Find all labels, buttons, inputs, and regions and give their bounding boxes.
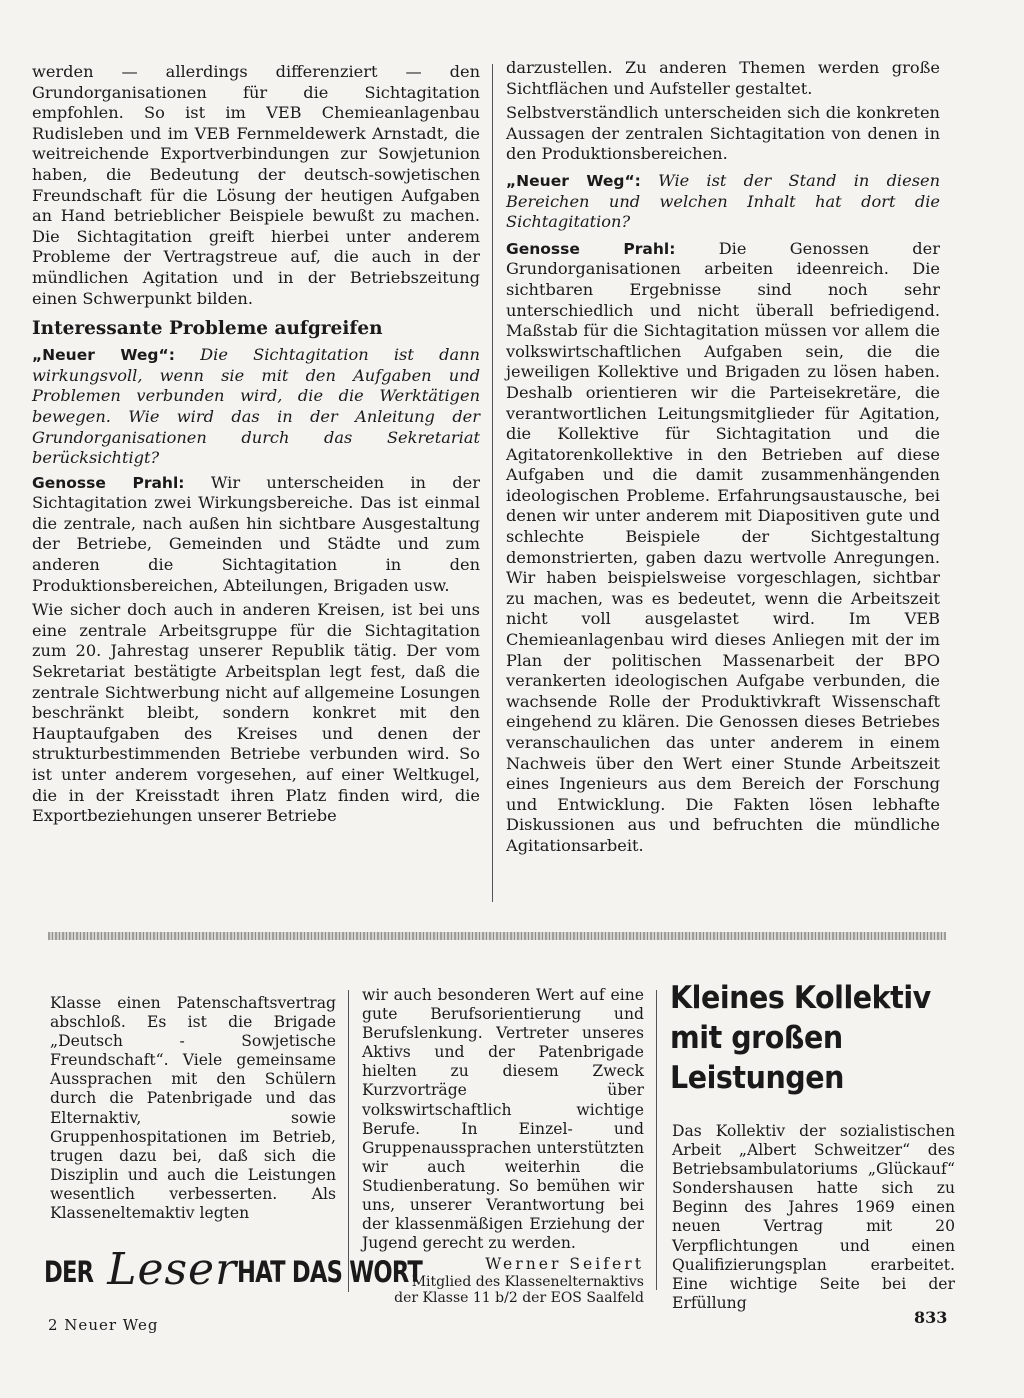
answer-text: Wir unterscheiden in der Sichtagitation zwei Wirkungsbereiche. Das ist einmal die zentrale, nach außen hin sichtbare Ausgestaltung der Betriebe, Gemeinden und Städte und zum anderen die Sichtagitation in den Produktionsbereichen, Abteilungen, Brigaden usw. (32, 472, 480, 595)
article-column-3 (672, 1122, 955, 1313)
logo-text: DER (44, 1255, 94, 1289)
interview-answer (506, 239, 940, 857)
logo-script-text: Leser (107, 1244, 238, 1295)
paragraph: darzustellen. Zu anderen Themen werden große Sichtflächen und Aufsteller gestaltet. (506, 58, 940, 98)
paragraph: Selbstverständlich unterscheiden sich die konkreten Aussagen der zentralen Sichtagitation von denen in den Produktionsbereichen. (506, 103, 940, 164)
paragraph: Das Kollektiv der sozialistischen Arbeit „Albert Schweitzer“ des Betriebsambulatoriums „Glückauf“ Sondershausen hatte sich zu Beginn des Jahres 1969 einen neuen Vertrag mit 20 Verpflichtungen und einen Qualifizierungsplan erarbeitet. Eine wichtige Seite bei der Erfüllung (672, 1122, 955, 1312)
headline-line: Leistungen (670, 1060, 844, 1096)
paragraph: Wie sicher doch auch in anderen Kreisen, ist bei uns eine zentrale Arbeitsgruppe für die Sichtagitation zum 20. Jahrestag unserer Republik tätig. Der vom Sekretariat bestätigte Arbeitsplan legt fest, daß die zentrale Sichtwerbung nicht auf allgemeine Losungen beschränkt bleibt, sondern konkret mit den Hauptaufgaben des Kreises und denen der strukturbestimmenden Betriebe verbunden wird. So ist unter anderem vorgesehen, auf einer Weltkugel, die in der Kreisstadt ihren Platz finden wird, die Exportbeziehungen unserer Betriebe (32, 600, 480, 826)
speaker-label: Genosse Prahl: (32, 473, 185, 492)
column-divider (348, 990, 349, 1292)
answer-text: Die Genossen der Grundorganisationen arbeiten ideenreich. Die sichtbaren Ergebnisse sind noch sehr unterschiedlich und nicht überall befriedigend. Maßstab für die Sichtagitation müssen vor allem die volkswirtschaftlichen Aufgaben sein, die die jeweiligen Kollektive und Brigaden zu lösen haben. Deshalb orientieren wir die Parteisekretäre, die verantwortlichen Leitungsmitglieder für Agitation, die Kollektive für Sichtagitation und die Agitatorenkollektive in den Betrieben auf diese Aufgaben und die damit zusammenhängenden ideologischen Probleme. Erfahrungsaustausche, bei denen wir unter anderem mit Diapositiven gute und schlechte Beispiele der Sichtgestaltung demonstrierten, gaben dazu wertvolle Anregungen. Wir haben beispielsweise vorgeschlagen, sichtbar zu machen, was es bedeutet, wenn die Arbeitszeit nicht voll ausgelastet wird. Im VEB Chemieanlagenbau wird dieses Anliegen mit der im Plan der politischen Massenarbeit der BPO verankerten ideologischen Aufgabe verbunden, die wachsende Rolle der Produktivkraft Wissenschaft eingehend zu klären. Die Genossen dieses Betriebes veranschaulichen das unter anderem in einem Nachweis über den Wert einer Stunde Arbeitszeit eines Ingenieurs aus dem Bereich der Forschung und Entwicklung. Die Fakten lösen lebhafte Diskussionen aus und befruchten die mündliche Agitationsarbeit. (506, 238, 940, 855)
headline-line: mit großen (670, 1020, 843, 1056)
logo-text: HAT DAS WORT (237, 1255, 423, 1289)
interview-answer (32, 473, 480, 597)
column-divider (656, 990, 657, 1290)
section-logo (44, 1242, 423, 1295)
speaker-label: „Neuer Weg“: (32, 346, 175, 365)
speaker-label: „Neuer Weg“: (506, 171, 641, 190)
article-headline (670, 978, 937, 1098)
signature-role: der Klasse 11 b/2 der EOS Saalfeld (394, 1290, 644, 1307)
question-text: Die Sichtagitation ist dann wirkungsvoll, wenn sie mit den Aufgaben und Problemen verbunden wird, die die Werktätigen bewegen. Wie wird das in der Anleitung der Grundorganisationen durch das Sekretariat berücksichtigt? (32, 345, 480, 468)
interview-question (506, 171, 940, 233)
section-separator (48, 932, 946, 940)
section-heading: Interessante Probleme aufgreifen (32, 318, 383, 340)
interview-question (32, 345, 480, 469)
footer-publication: 2 Neuer Weg (48, 1316, 159, 1334)
headline-line: Kleines Kollektiv (670, 980, 931, 1016)
signature-role: Mitglied des Klassenelternaktivs (411, 1274, 644, 1291)
article-column-1 (32, 62, 480, 831)
paragraph: werden — allerdings differenziert — den Grundorganisationen für die Sichtagitation empfohlen. So ist im VEB Chemieanlagenbau Rudisleben und im VEB Fernmeldewerk Arnstadt, die weitreichende Exportverbindungen zur Sowjetunion haben, die Bedeutung der deutsch-sowjetischen Freundschaft für die Lösung der heutigen Aufgaben an Hand betrieblicher Beispiele bewußt zu machen. Die Sichtagitation greift hierbei unter anderem Probleme der Vertragstreue auf, die auch in der mündlichen Agitation und in der Betriebszeitung einen Schwerpunkt bilden. (32, 62, 480, 308)
column-divider (492, 64, 493, 902)
letter-column-1 (50, 994, 336, 1223)
paragraph: Klasse einen Patenschaftsvertrag abschloß. Es ist die Brigade „Deutsch - Sowjetische Freundschaft“. Viele gemeinsame Aussprachen mit den Schülern durch die Patenbrigade und das Elternaktiv, sowie Gruppenhospitationen im Betrieb, trugen dazu bei, daß sich die Disziplin und auch die Leistungen wesentlich verbesserten. Als Klasseneltemaktiv legten (50, 994, 336, 1223)
speaker-label: Genosse Prahl: (506, 239, 676, 258)
article-column-2 (506, 58, 940, 861)
paragraph: wir auch besonderen Wert auf eine gute Berufsorientierung und Berufslenkung. Vertreter unseres Aktivs und der Patenbrigade hielten zu diesem Zweck Kurzvorträge über volkswirtschaftlich wichtige Berufe. In Einzel- und Gruppenaussprachen unterstützten wir auch weiterhin die Studienberatung. So bemühen wir uns, unserer Verantwortung bei der klassenmäßigen Erziehung der Jugend gerecht zu werden. (362, 986, 644, 1253)
question-text: Wie ist der Stand in diesen Bereichen und welchen Inhalt hat dort die Sichtagitation? (506, 170, 941, 232)
page-number: 833 (914, 1308, 948, 1327)
signature-name: Werner Seifert (485, 1255, 644, 1274)
